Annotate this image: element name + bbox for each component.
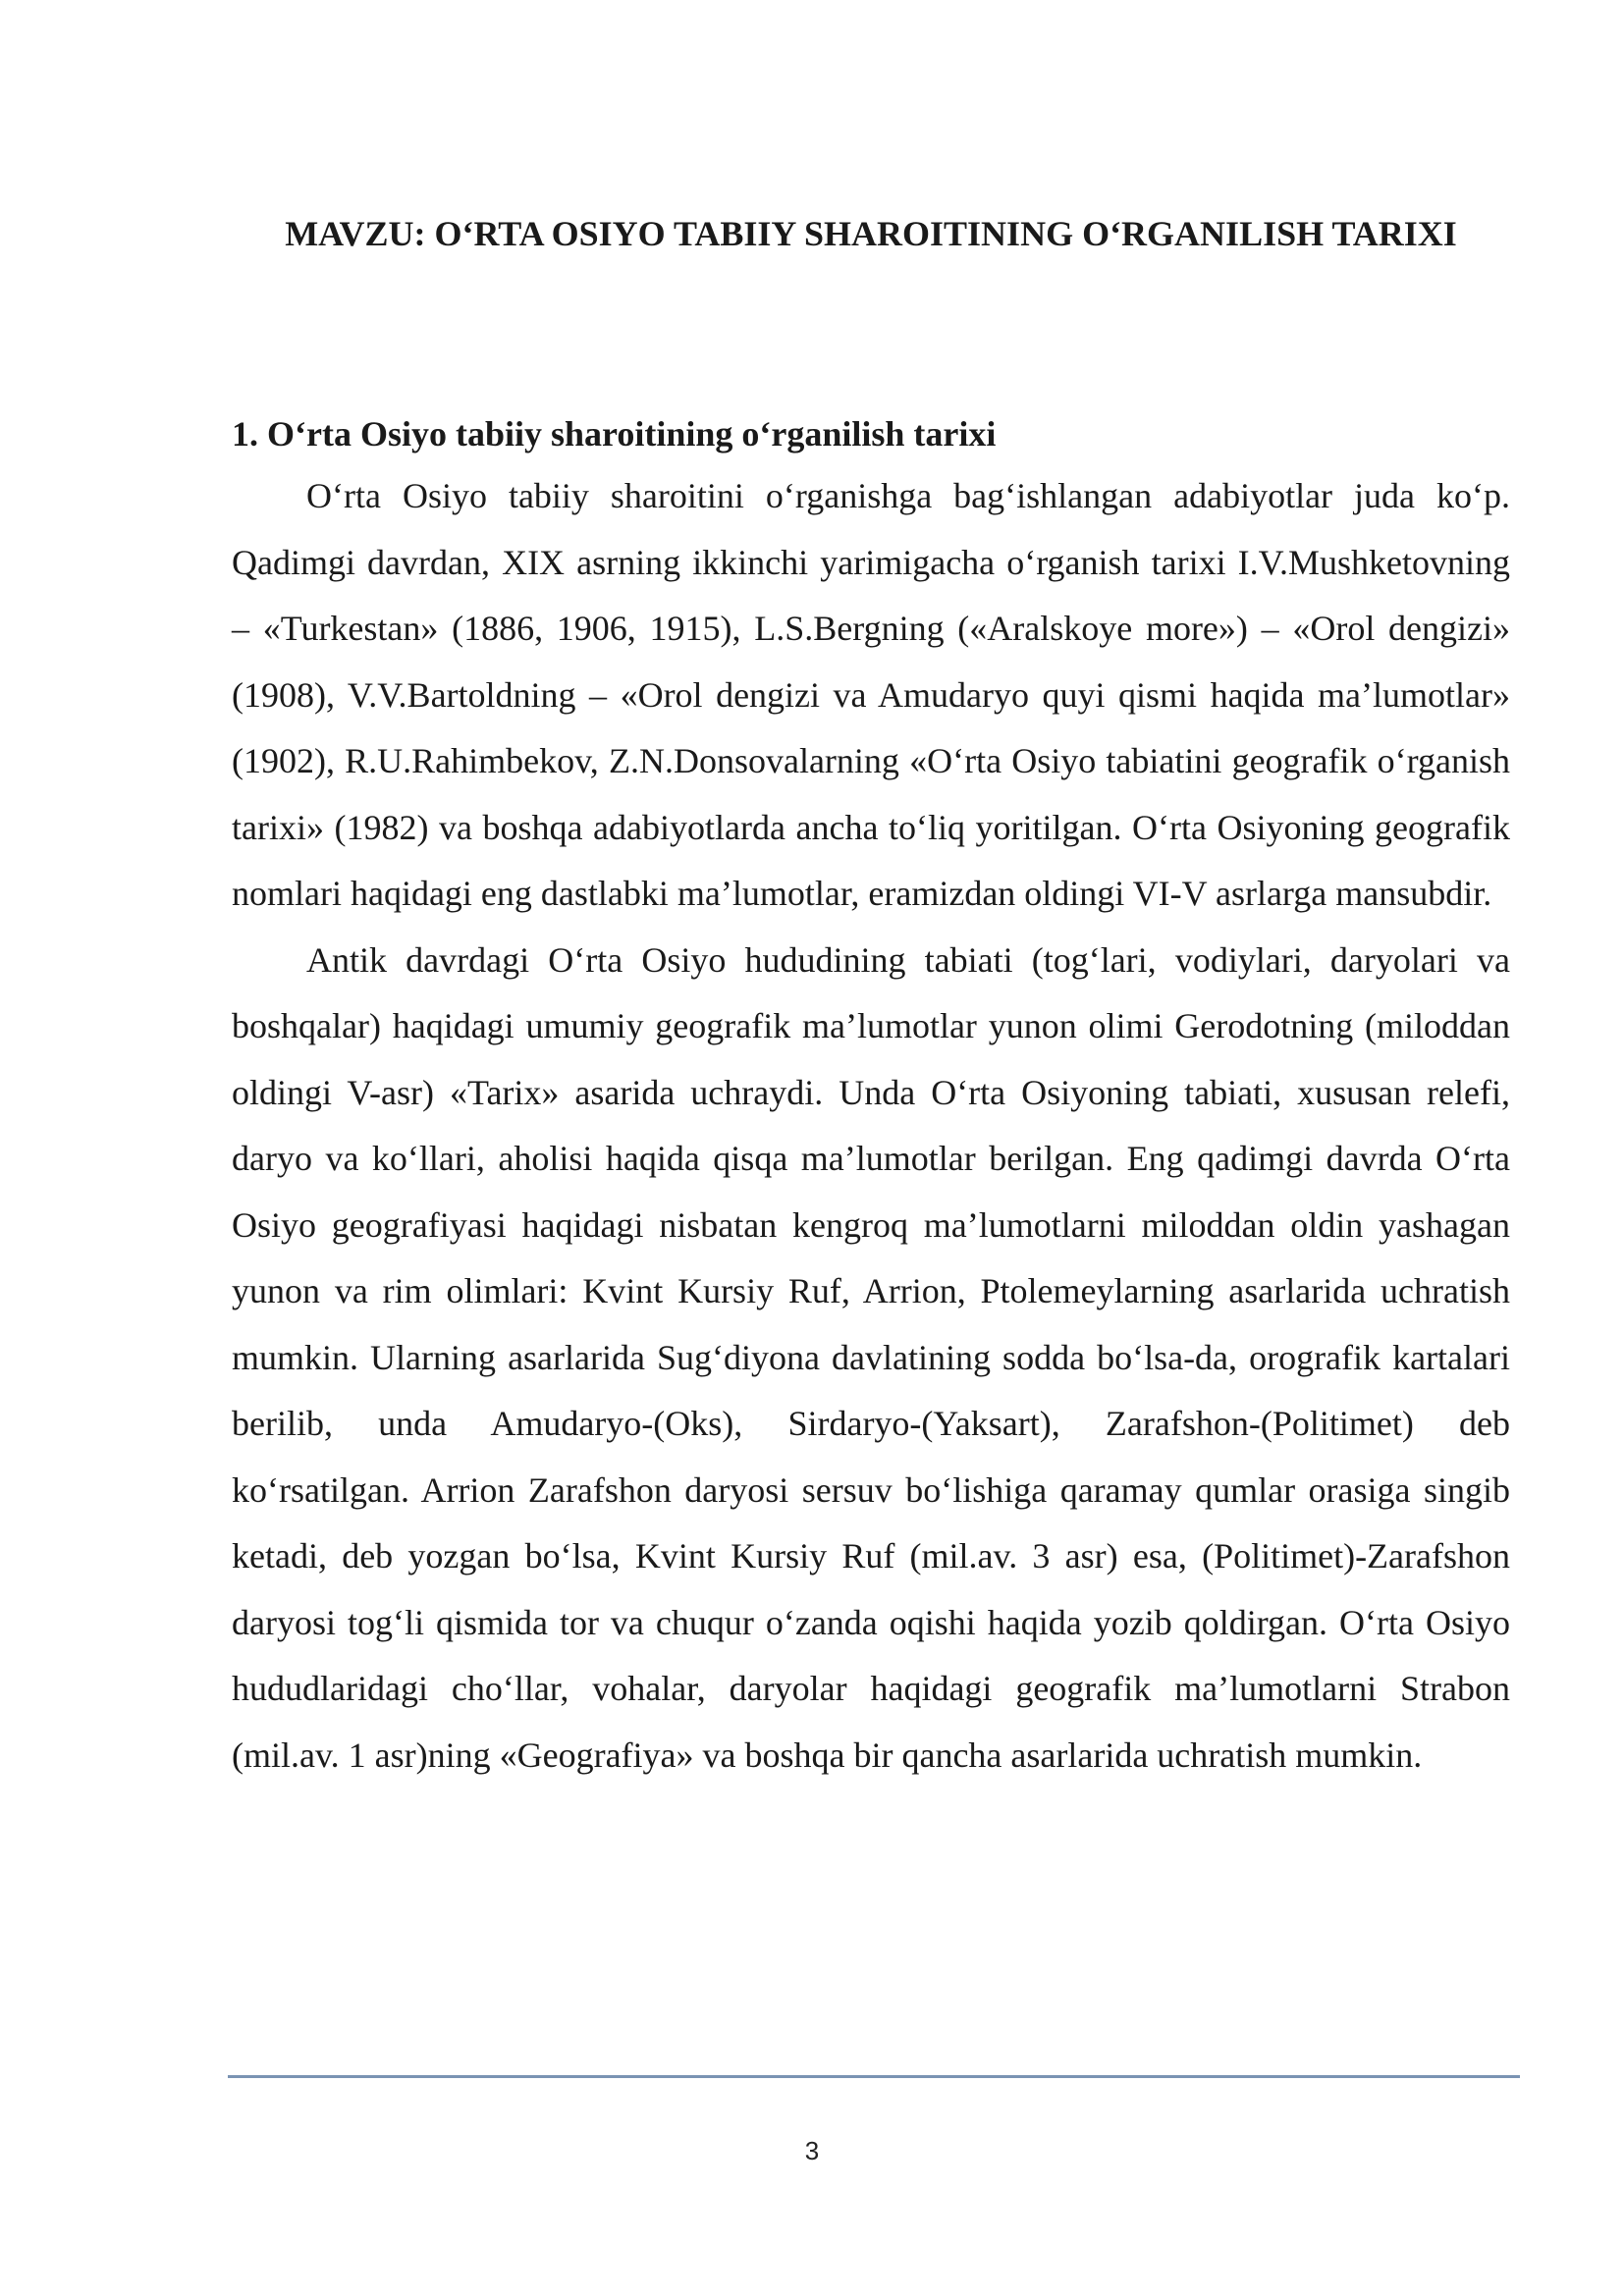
footer-divider <box>228 2075 1520 2078</box>
paragraph-1: O‘rta Osiyo tabiiy sharoitini o‘rganishga bag‘ishlangan adabiyotlar juda ko‘p. Qadimgi davrdan, XIX asrning ikkinchi yarimigacha o‘rganish tarixi I.V.Mushketovning – «Turkestan» (1886, 1906, 1915), L.S.Bergning («Aralskoye more») – «Orol dengizi» (1908), V.V.Bartoldning – «Orol dengizi va Amudaryo quyi qismi haqida ma’lumotlar» (1902), R.U.Rahimbekov, Z.N.Donsovalarning «O‘rta Osiyo tabiatini geografik o‘rganish tarixi» (1982) va boshqa adabiyotlarda ancha to‘liq yoritilgan. O‘rta Osiyoning geografik nomlari haqidagi eng dastlabki ma’lumotlar, eramizdan oldingi VI-V asrlarga mansubdir. <box>232 476 1510 913</box>
section-heading: 1. O‘rta Osiyo tabiiy sharoitining o‘rganilish tarixi <box>232 414 997 454</box>
page-number: 3 <box>804 2136 820 2165</box>
paragraph-2: Antik davrdagi O‘rta Osiyo hududining tabiati (tog‘lari, vodiylari, daryolari va boshqalar) haqidagi umumiy geografik ma’lumotlar yunon olimi Gerodotning (miloddan oldingi V-asr) «Tarix» asarida uchraydi. Unda O‘rta Osiyoning tabiati, xususan relefi, daryo va ko‘llari, aholisi haqida qisqa ma’lumotlar berilgan. Eng qadimgi davrda O‘rta Osiyo geografiyasi haqidagi nisbatan kengroq ma’lumotlarni miloddan oldin yashagan yunon va rim olimlari: Kvint Kursiy Ruf, Arrion, Ptolemeylarning asarlarida uchratish mumkin. Ularning asarlarida Sug‘diyona davlatining sodda bo‘lsa-da, orografik kartalari berilib, unda Amudaryo-(Oks), Sirdaryo-(Yaksart), Zarafshon-(Politimet) deb ko‘rsatilgan. Arrion Zarafshon daryosi sersuv bo‘lishiga qaramay qumlar orasiga singib ketadi, deb yozgan bo‘lsa, Kvint Kursiy Ruf (mil.av. 3 asr) esa, (Politimet)-Zarafshon daryosi tog‘li qismida tor va chuqur o‘zanda oqishi haqida yozib qoldirgan. O‘rta Osiyo hududlaridagi cho‘llar, vohalar, daryolar haqidagi geografik ma’lumotlarni Strabon (mil.av. 1 asr)ning «Geografiya» va boshqa bir qancha asarlarida uchratish mumkin. <box>232 939 1510 1775</box>
body-text <box>232 463 1510 1789</box>
page-title: MAVZU: O‘RTA OSIYO TABIIY SHAROITINING O‘RGANILISH TARIXI <box>285 214 1457 253</box>
